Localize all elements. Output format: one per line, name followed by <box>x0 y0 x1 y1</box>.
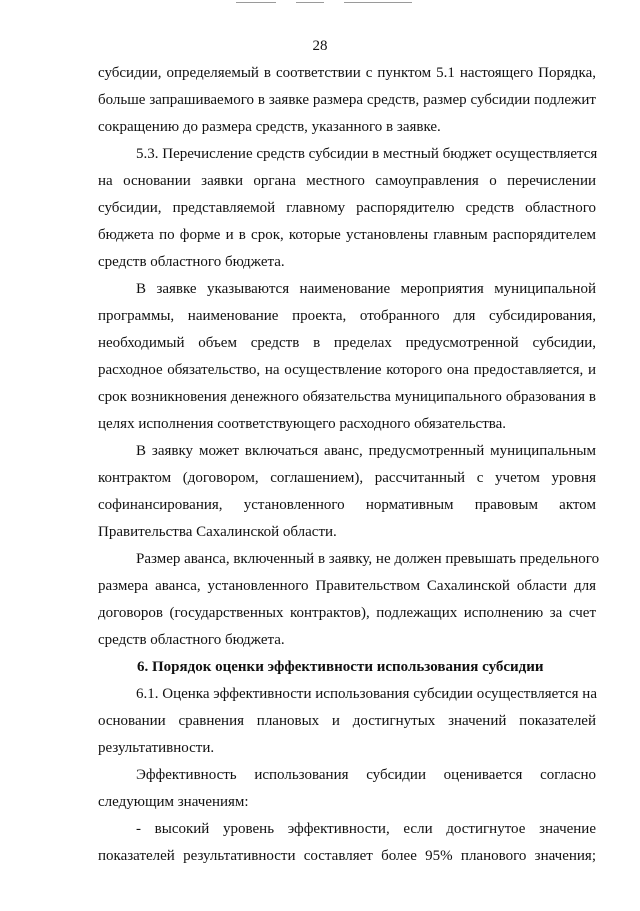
text-line: Правительства Сахалинской области. <box>98 524 337 540</box>
page-number: 28 <box>312 38 328 54</box>
text-line: сокращению до размера средств, указанного в заявке. <box>98 119 441 135</box>
text-line: Размер аванса, включенный в заявку, не должен превышать предельного <box>136 551 600 567</box>
text-line: целях исполнения соответствующего расходного обязательства. <box>98 416 507 432</box>
text-line: Эффективность использования субсидии оценивается согласно <box>136 767 596 783</box>
text-line: субсидии, представляемой главному распорядителю средств областного <box>98 200 596 216</box>
text-line: В заявку может включаться аванс, предусмотренный муниципальным <box>136 443 596 459</box>
text-line: программы, наименование проекта, отобранного для субсидирования, <box>98 308 596 324</box>
text-line: больше запрашиваемого в заявке размера средств, размер субсидии подлежит <box>98 92 596 108</box>
text-line: основании сравнения плановых и достигнутых значений показателей <box>98 713 596 729</box>
scan-artifact-line <box>296 2 324 3</box>
text-line: расходное обязательство, на осуществление которого она предоставляется, и <box>98 362 596 378</box>
text-line: необходимый объем средств в пределах предусмотренной субсидии, <box>98 335 596 351</box>
text-line: субсидии, определяемый в соответствии с пунктом 5.1 настоящего Порядка, <box>98 65 596 81</box>
text-line: показателей результативности составляет более 95% планового значения; <box>98 848 596 864</box>
text-line: - высокий уровень эффективности, если достигнутое значение <box>136 821 596 837</box>
text-line: договоров (государственных контрактов), подлежащих исполнению за счет <box>98 605 596 621</box>
text-line: на основании заявки органа местного самоуправления о перечислении <box>98 173 596 189</box>
text-line: В заявке указываются наименование мероприятия муниципальной <box>136 281 596 297</box>
text-line: софинансирования, установленного нормативным правовым актом <box>98 497 596 513</box>
text-line: следующим значениям: <box>98 794 249 810</box>
text-line: бюджета по форме и в срок, которые установлены главным распорядителем <box>98 227 596 243</box>
text-line: средств областного бюджета. <box>98 632 285 648</box>
scan-artifact-line <box>236 2 276 3</box>
text-line: 5.3. Перечисление средств субсидии в местный бюджет осуществляется <box>136 146 598 162</box>
text-line: контрактом (договором, соглашением), рассчитанный с учетом уровня <box>98 470 596 486</box>
text-line: средств областного бюджета. <box>98 254 285 270</box>
text-line: результативности. <box>98 740 215 756</box>
text-line: размера аванса, установленного Правительством Сахалинской области для <box>98 578 596 594</box>
text-line: срок возникновения денежного обязательства муниципального образования в <box>98 389 596 405</box>
section-heading: 6. Порядок оценки эффективности использования субсидии <box>137 659 544 675</box>
scan-artifact-line <box>344 2 412 3</box>
text-line: 6.1. Оценка эффективности использования субсидии осуществляется на <box>136 686 597 702</box>
